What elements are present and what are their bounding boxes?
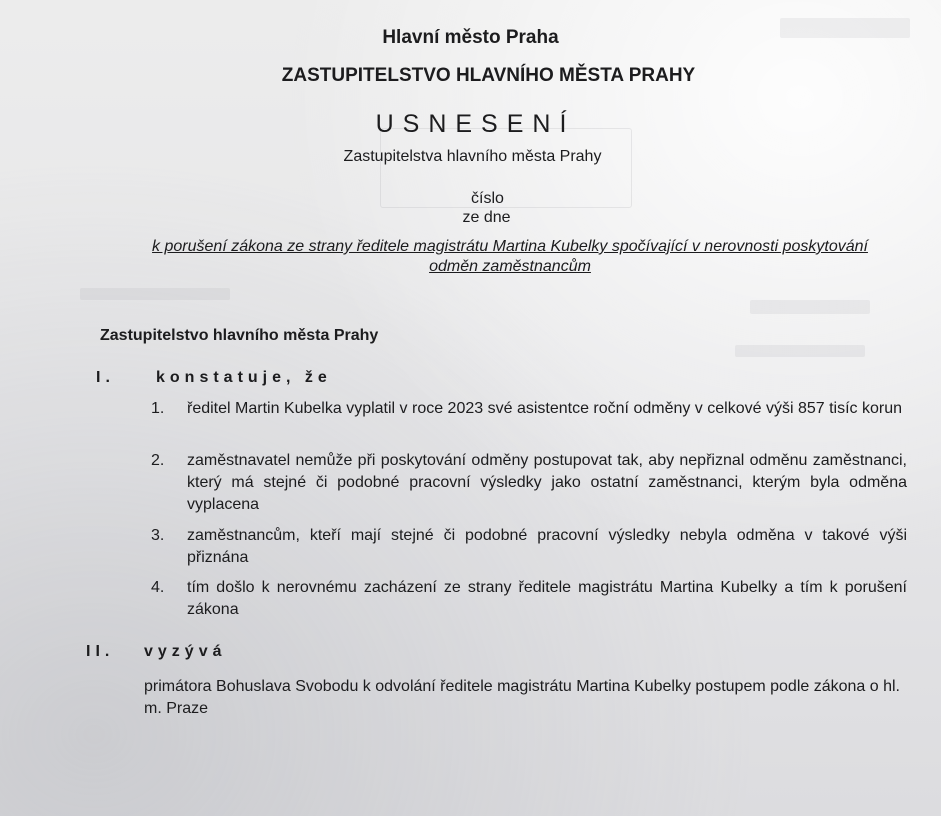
list-item-text: zaměstnancům, kteří mají stejné či podobné pracovní výsledky nebyla odměna v takové výši přiznána: [187, 527, 907, 566]
document-type-title: USNESENÍ: [375, 110, 576, 138]
show-through-mark: [80, 288, 230, 300]
show-through-mark: [750, 300, 870, 314]
council-title: ZASTUPITELSTVO HLAVNÍHO MĚSTA PRAHY: [281, 65, 696, 86]
list-item-text: ředitel Martin Kubelka vyplatil v roce 2023 své asistentce roční odměny v celkové výši 857 tisíc korun: [187, 400, 902, 417]
section-numeral-2: II.: [86, 643, 115, 660]
resolution-date-label: ze dne: [462, 209, 511, 226]
list-item: [151, 450, 911, 516]
list-item-text: tím došlo k nerovnému zacházení ze strany ředitele magistrátu Martina Kubelky a tím k porušení zákona: [187, 579, 907, 618]
resolution-number-label: číslo: [471, 190, 504, 207]
section-verb-1: konstatuje, že: [156, 369, 332, 386]
list-item: [151, 525, 911, 569]
list-item: [151, 398, 911, 442]
show-through-mark: [735, 345, 865, 357]
section-2-text: primátora Bohuslava Svobodu k odvolání ředitele magistrátu Martina Kubelky postupem podle zákona o hl. m. Praze: [144, 678, 900, 717]
list-item-number: 2.: [151, 452, 165, 469]
body-heading: Zastupitelstvo hlavního města Prahy: [100, 327, 379, 344]
list-item-number: 4.: [151, 579, 165, 596]
section-numeral-1: I.: [96, 369, 115, 386]
issuer-line: Zastupitelstva hlavního města Prahy: [343, 148, 602, 165]
list-item-number: 3.: [151, 527, 165, 544]
resolution-subject: k porušení zákona ze strany ředitele magistrátu Martina Kubelky spočívající v nerovnosti poskytování odměn zaměstnancům: [152, 238, 868, 275]
city-title: Hlavní město Praha: [382, 27, 559, 48]
list-item-number: 1.: [151, 400, 165, 417]
section-verb-2: vyzývá: [144, 643, 227, 660]
list-item-text: zaměstnavatel nemůže při poskytování odměny postupovat tak, aby nepřiznal odměnu zaměstnanci, který má stejné či podobné pracovní výsledky jako ostatní zaměstnanci, kterým byla odměna vyplacena: [187, 452, 907, 513]
list-item: [151, 577, 911, 621]
